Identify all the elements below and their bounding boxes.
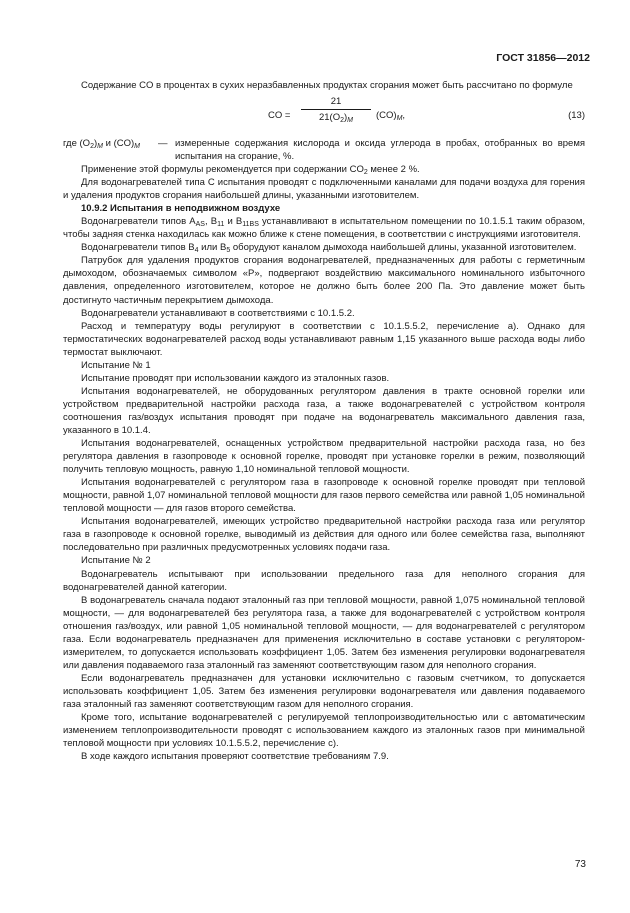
legend-dash: — [158,138,168,150]
paragraph: Водонагреватель испытывают при использовании предельного газа для неполного сгорания для водонагревателей данной категории. [63,568,585,593]
paragraph: Водонагреватели устанавливают в соответствиями с 10.1.5.2. [81,307,355,319]
section-heading: 10.9.2 Испытания в неподвижном воздухе [81,203,281,215]
formula-legend [63,137,585,163]
formula-lhs: CO = [268,110,291,122]
formula-numerator: 21 [301,95,371,110]
legend-label: где $(O_2)_M$ и $(CO)_M$ [63,138,140,151]
formula-13 [63,94,585,136]
page-number: 73 [574,859,586,870]
paragraph: Если водонагреватель предназначен для установки исключительно с газовым счетчиком, то допускается использовать коэффициент 1,05. Затем без изменения регулировки водонагревателя или давления подаваемого газа эталонный газ заменяют соответствующим газом для неполного сгорания. [63,672,585,710]
paragraph-type-c: Для водонагревателей типа C испытания проводят с подключенными каналами для подачи воздуха для горения и удаления продуктов сгорания наибольшей длины, указанными изготовителем. [63,177,585,202]
formula-number: (13) [568,110,585,122]
test-1-label: Испытание № 1 [81,359,151,371]
formula-rhs: $(CO)_M$, [376,110,406,123]
paragraph: В водонагреватель сначала подают эталонный газ при тепловой мощности, равной 1,075 номинальной тепловой мощности, — для водонагревателей без регулятора газа, а также для водонагревателей с устройством контроля отношения газ/воздух, или равной 1,05 номинальной тепловой мощности, — для водонагревателей с регулятором газа. Если водонагреватель предназначен для применения исключительно в составе установки с регулятором-измерителем, то допускается использовать коэффициент 1,05. Затем без изменения регулировки водонагревателя или давления подаваемого газа эталонный газ заменяют соответствующим газом для неполного сгорания. [63,594,585,671]
formula-denominator: $21(O_2)_M$ [318,112,354,125]
paragraph: Патрубок для удаления продуктов сгорания водонагревателей, предназначенных для работы с герметичным дымоходом, обозначаемых символом «P», подвергают воздействию максимального номинального избыточного давления, определенного изготовителем, которое не должно быть более 200 Па. Это давление может быть достигнуто частичным перекрытием дымохода. [63,255,585,306]
paragraph: В ходе каждого испытания проверяют соответствие требованиям 7.9. [81,751,389,763]
paragraph-formula-note: Применение этой формулы рекомендуется при содержании $CO_2$ менее 2 %. [81,164,420,177]
formula-fraction [301,95,371,124]
paragraph: Испытания водонагревателей, не оборудованных регулятором давления в тракте основной горелки или устройством предварительной настройки расхода газа, а также водонагревателей с устройством контроля соотношения газ/воздух испытания проводят при подаче на водонагреватель максимального давления газа, указанного в 10.1.4. [63,385,585,436]
paragraph: Испытания водонагревателей, оснащенных устройством предварительной настройки расхода газа, но без регулятора давления в газопроводе к основной горелке, проводят при установке горелки в режим, позволяющий получить тепловую мощность, равную 1,10 номинальной тепловой мощности. [63,438,585,476]
paragraph: Расход и температуру воды регулируют в соответствии с 10.1.5.5.2, перечисление а). Однако для термостатических водонагревателей расход воды устанавливают равным 1,15 указанного выше расхода воды либо термостат выключают. [63,320,585,358]
paragraph-intro: Содержание CO в процентах в сухих неразбавленных продуктах сгорания может быть рассчитано по формуле [81,80,573,91]
paragraph: Испытание проводят при использовании каждого из эталонных газов. [81,372,390,384]
paragraph: Испытания водонагревателей с регулятором газа в газопроводе к основной горелке проводят при тепловой мощности, равной 1,07 номинальной тепловой мощности для газов первого семейства или равной 1,05 номинальной тепловой мощности — для газов второго семейства. [63,477,585,515]
standard-number: ГОСТ 31856—2012 [496,52,590,64]
paragraph: Кроме того, испытание водонагревателей с регулируемой теплопроизводительностью или с автоматическим изменением теплопроизводительности проводят с использованием каждого из эталонных газов при минимальной тепловой мощности при условиях 10.1.5.5.2, перечисление с). [63,712,585,750]
body-text [63,79,585,763]
paragraph-types-b4-b5: Водонагреватели типов $B_4$ или $B_5$ оборудуют каналом дымохода наибольшей длины, указанной изготовителем. [81,242,577,255]
paragraph-types-a-b11: Водонагреватели типов $A_{AS}$, $B_{11}$ и $B_{11BS}$ устанавливают в испытательном помещении по 10.1.5.1 таким образом, чтобы задняя стенка находилась как можно ближе к стене помещения, в соответствии с инструкциями изготовителя. [63,216,586,241]
legend-description: измеренные содержания кислорода и оксида углерода в пробах, отобранных во время испытания на сгорание, %. [175,138,585,163]
paragraph: Испытания водонагревателей, имеющих устройство предварительной настройки расхода газа или регулятор газа в газопроводе к основной горелке, выводимый из действия для одного или более семейства газа, выполняют последовательно при различных предусмотренных условиях подачи газа. [63,516,585,554]
test-2-label: Испытание № 2 [81,555,151,567]
